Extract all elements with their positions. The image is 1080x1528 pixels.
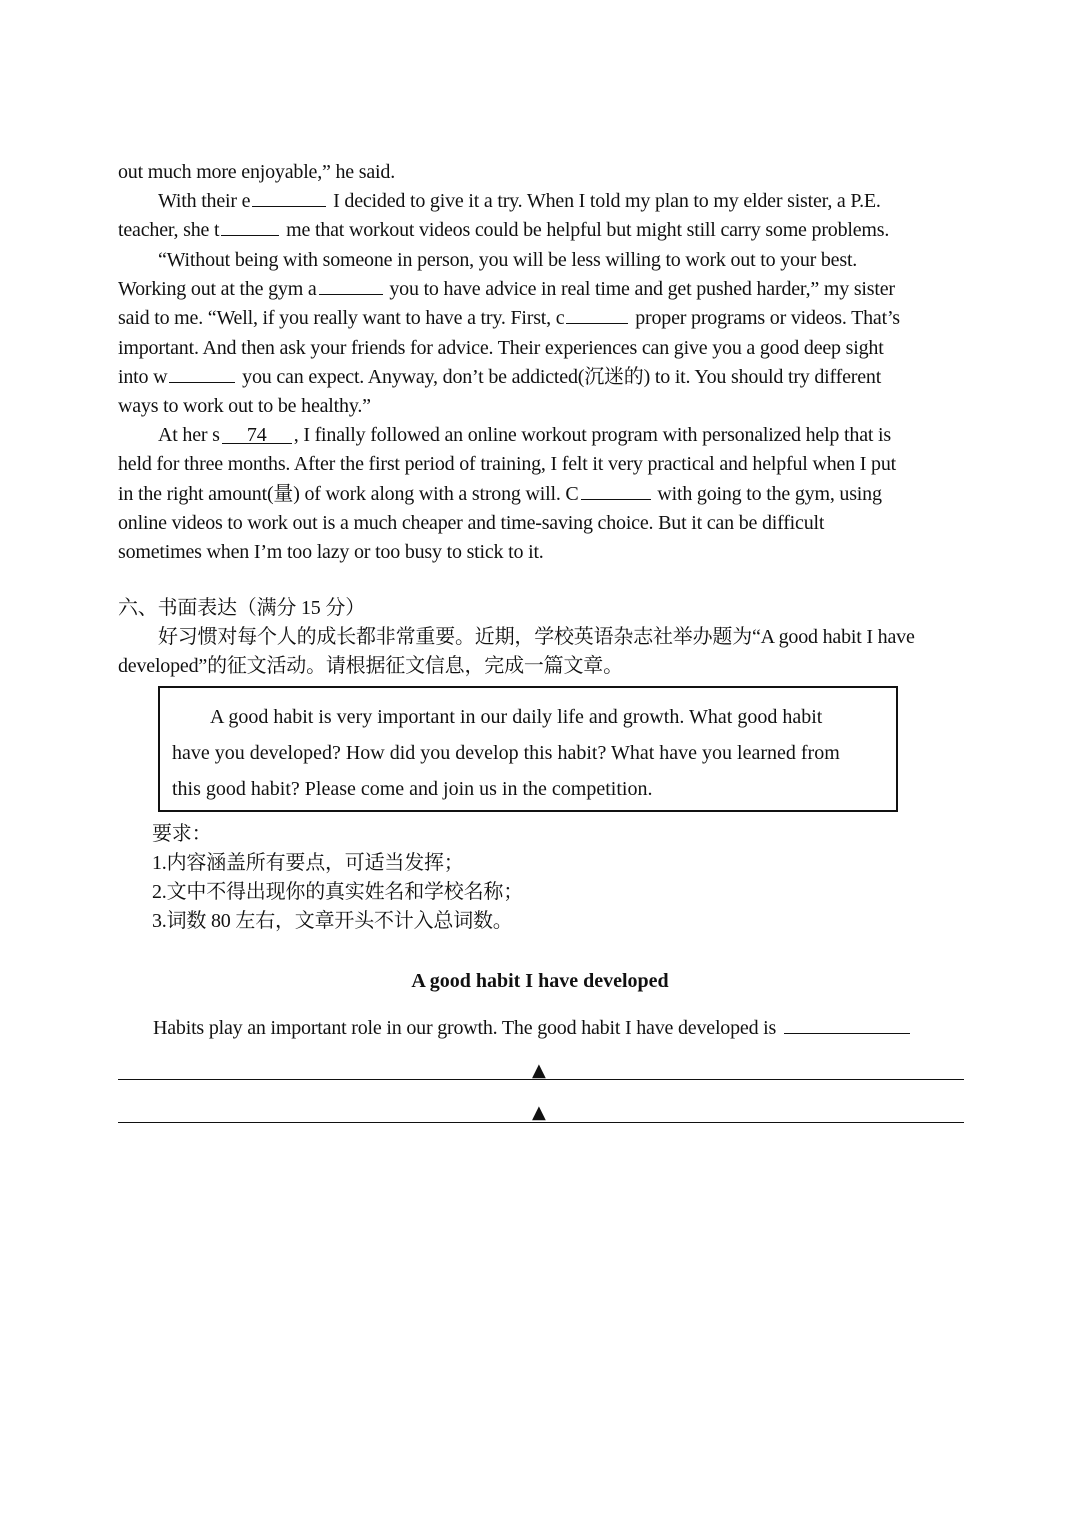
passage-line-12: in the right amount(量) of work along with a strong will. C with going to the gym, using bbox=[118, 483, 882, 505]
answer-blank[interactable] bbox=[169, 364, 235, 383]
requirement-3: 3.词数 80 左右，文章开头不计入总词数。 bbox=[152, 910, 513, 932]
answer-blank[interactable] bbox=[252, 188, 326, 207]
answer-blank-74[interactable]: 74 bbox=[222, 425, 292, 444]
passage-line-10: At her s 74 , I finally followed an online workout program with personalized help that is bbox=[158, 424, 891, 446]
requirement-2: 2.文中不得出现你的真实姓名和学校名称； bbox=[152, 881, 523, 903]
essay-opening: Habits play an important role in our growth. The good habit I have developed is bbox=[153, 1014, 912, 1042]
prompt-line-3: this good habit? Please come and join us in the competition. bbox=[172, 778, 653, 800]
passage-line-6: said to me. “Well, if you really want to have a try. First, c proper programs or videos. That’s bbox=[118, 307, 900, 329]
writing-line-1[interactable] bbox=[118, 1079, 964, 1080]
triangle-marker-icon: ▲ bbox=[532, 1102, 546, 1123]
essay-blank[interactable] bbox=[784, 1015, 910, 1034]
passage-line-1: out much more enjoyable,” he said. bbox=[118, 161, 395, 183]
passage-line-9: ways to work out to be healthy.” bbox=[118, 395, 371, 417]
passage-line-4: “Without being with someone in person, you will be less willing to work out to your best. bbox=[158, 249, 858, 271]
answer-blank[interactable] bbox=[581, 481, 651, 500]
passage-line-13: online videos to work out is a much cheaper and time-saving choice. But it can be difficult bbox=[118, 512, 825, 534]
writing-intro-line-2: developed”的征文活动。请根据征文信息，完成一篇文章。 bbox=[118, 655, 623, 677]
passage-line-5: Working out at the gym a you to have advice in real time and get pushed harder,” my sister bbox=[118, 278, 895, 300]
section-title: 六、书面表达（满分 15 分） bbox=[118, 597, 365, 619]
answer-blank[interactable] bbox=[319, 276, 383, 295]
answer-blank[interactable] bbox=[221, 217, 279, 236]
writing-line-2[interactable] bbox=[118, 1122, 964, 1123]
passage-line-8: into w you can expect. Anyway, don’t be addicted(沉迷的) to it. You should try different bbox=[118, 366, 882, 388]
prompt-line-2: have you developed? How did you develop this habit? What have you learned from bbox=[172, 742, 840, 764]
passage-line-3: teacher, she t me that workout videos could be helpful but might still carry some problems. bbox=[118, 219, 890, 241]
answer-blank[interactable] bbox=[566, 305, 628, 324]
essay-title: A good habit I have developed bbox=[411, 970, 669, 992]
prompt-line-1: A good habit is very important in our daily life and growth. What good habit bbox=[210, 706, 823, 728]
writing-intro-line-1: 好习惯对每个人的成长都非常重要。近期，学校英语杂志社举办题为“A good habit I have bbox=[158, 626, 915, 648]
prompt-box bbox=[158, 686, 898, 812]
passage-line-11: held for three months. After the first period of training, I felt it very practical and helpful when I put bbox=[118, 453, 896, 475]
triangle-marker-icon: ▲ bbox=[532, 1060, 546, 1081]
requirement-1: 1.内容涵盖所有要点，可适当发挥； bbox=[152, 852, 464, 874]
passage-line-7: important. And then ask your friends for advice. Their experiences can give you a good deep sight bbox=[118, 337, 884, 359]
passage-line-14: sometimes when I’m too lazy or too busy to stick to it. bbox=[118, 541, 544, 563]
passage-line-2: With their e I decided to give it a try. When I told my plan to my elder sister, a P.E. bbox=[158, 190, 881, 212]
requirements-title: 要求： bbox=[152, 823, 212, 845]
